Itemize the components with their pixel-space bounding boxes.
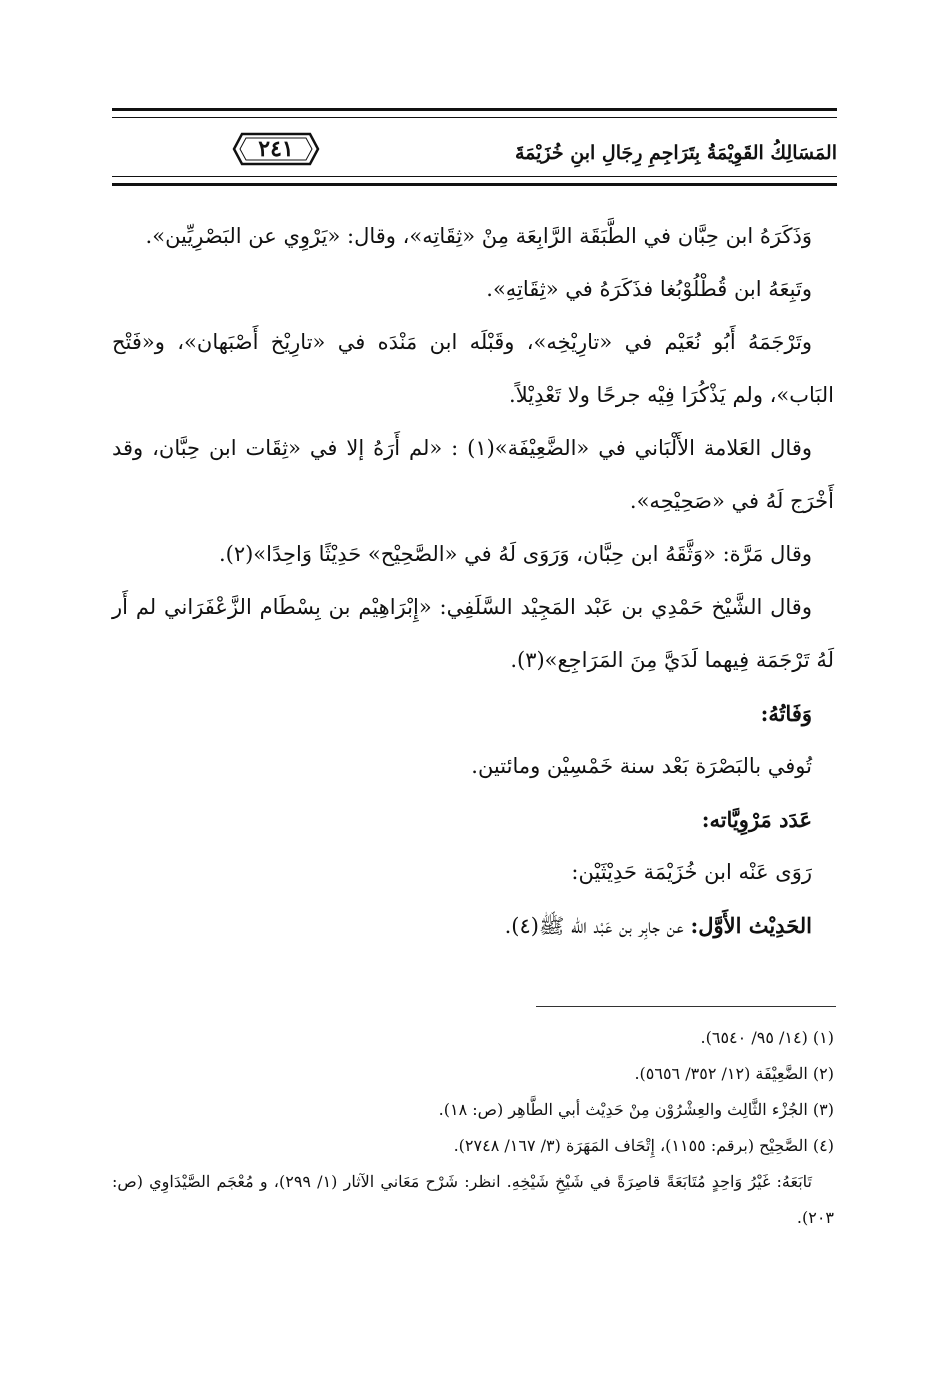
footnote-note: تَابَعَهُ: غَيْرُ وَاحِدٍ مُتَابَعَةً قاصِرَةً في شَيْخِ شَيْخِهِ. انظر: شَرْح مَعَاني الآثار (١/ ٢٩٩)، و مُعْجَم الصَّيْدَاوِي (ص: ٢٠٣).	[112, 1172, 834, 1227]
hadith-line	[112, 899, 834, 953]
hadith-text: عن جابِر بن عَبْد الله ﷺ(٤).	[504, 914, 684, 938]
paragraph: تُوفي بالبَصْرَة بَعْد سنة خَمْسِيْن ومائتين.	[471, 754, 812, 778]
paragraph: وَذَكَرَهُ ابن حِبَّان في الطَّبَقَة الرَّابِعَة مِنْ «ثِقَاتِه»، وقال: «يَرْوِي عن البَصْرِيِّين».	[145, 224, 812, 248]
paragraph: وتَرْجَمَهُ أَبُو نُعَيْم في «تارِيْخِه»، وقَبْلَه ابن مَنْدَه في «تارِيْخ أَصْبَهان»، و«فَتْح البَاب»، ولم يَذْكُرَا فِيْه جرحًا ولا تَعْدِيْلاً.	[112, 330, 834, 407]
footnote: (٣) الجُزْء الثَّالِث والعِشْرُوْن مِنْ حَدِيْث أبي الطَّاهِر (ص: ١٨).	[438, 1100, 834, 1119]
paragraph: وقال مَرَّة: «وَثَّقَهُ ابن حِبَّان، وَرَوَى لَهُ في «الصَّحِيْح» حَدِيْثًا وَاحِدًا»(٢).	[218, 542, 812, 566]
page-header	[112, 108, 837, 186]
page-number: ٢٤١	[258, 136, 294, 162]
footnotes	[112, 1020, 834, 1236]
page-number-badge	[232, 130, 320, 168]
paragraph: وقال العَلامة الأَلْبَاني في «الضَّعِيْفَة»(١) : «لم أَرَهُ إلا في «ثِقَات ابن حِبَّان، وقد أَخْرَج لَهُ في «صَحِيْحِه».	[112, 436, 834, 513]
footnote: (٢) الضَّعِيْفَة (١٢/ ٣٥٢/ ٥٦٥٦).	[634, 1064, 834, 1083]
paragraph: رَوَى عَنْه ابن خُزَيْمَة حَدِيْثَيْن:	[571, 860, 812, 884]
footnote: (٤) الصَّحِيْح (برقم: ١١٥٥)، إِتْحَاف المَهَرَة (٣/ ١٦٧/ ٢٧٤٨).	[453, 1136, 834, 1155]
section-heading-narrations: عَدَد مَرْوِيَّاته:	[701, 807, 812, 832]
main-text	[112, 210, 834, 953]
running-title: المَسَالِكُ القَوِيْمَةُ بِتَرَاجِمِ رِجَالِ ابنِ خُزَيْمَةَ	[514, 142, 837, 164]
paragraph: وتَبِعَهُ ابن قُطْلُوْبُغا فذَكَرَهُ في «ثِقَاتِهِ».	[486, 277, 812, 301]
header-bottom-rule	[112, 176, 837, 186]
paragraph: وقال الشَّيْخ حَمْدِي بن عَبْد المَجِيْد السَّلَفِي: «إِبْرَاهِيْم بن بِسْطَام الزَّعْفَرَاني لم أَر لَهُ تَرْجَمَة فِيهما لَدَيَّ مِنَ المَرَاجِع»(٣).	[112, 595, 834, 672]
hadith-label: الحَدِيْث الأَوَّل:	[690, 913, 812, 938]
section-heading-death: وَفَاتُهُ:	[760, 701, 812, 726]
footnote-separator	[536, 1006, 836, 1007]
header-top-rule	[112, 108, 837, 118]
footnote: (١) (١٤/ ٩٥/ ٦٥٤٠).	[700, 1028, 834, 1047]
